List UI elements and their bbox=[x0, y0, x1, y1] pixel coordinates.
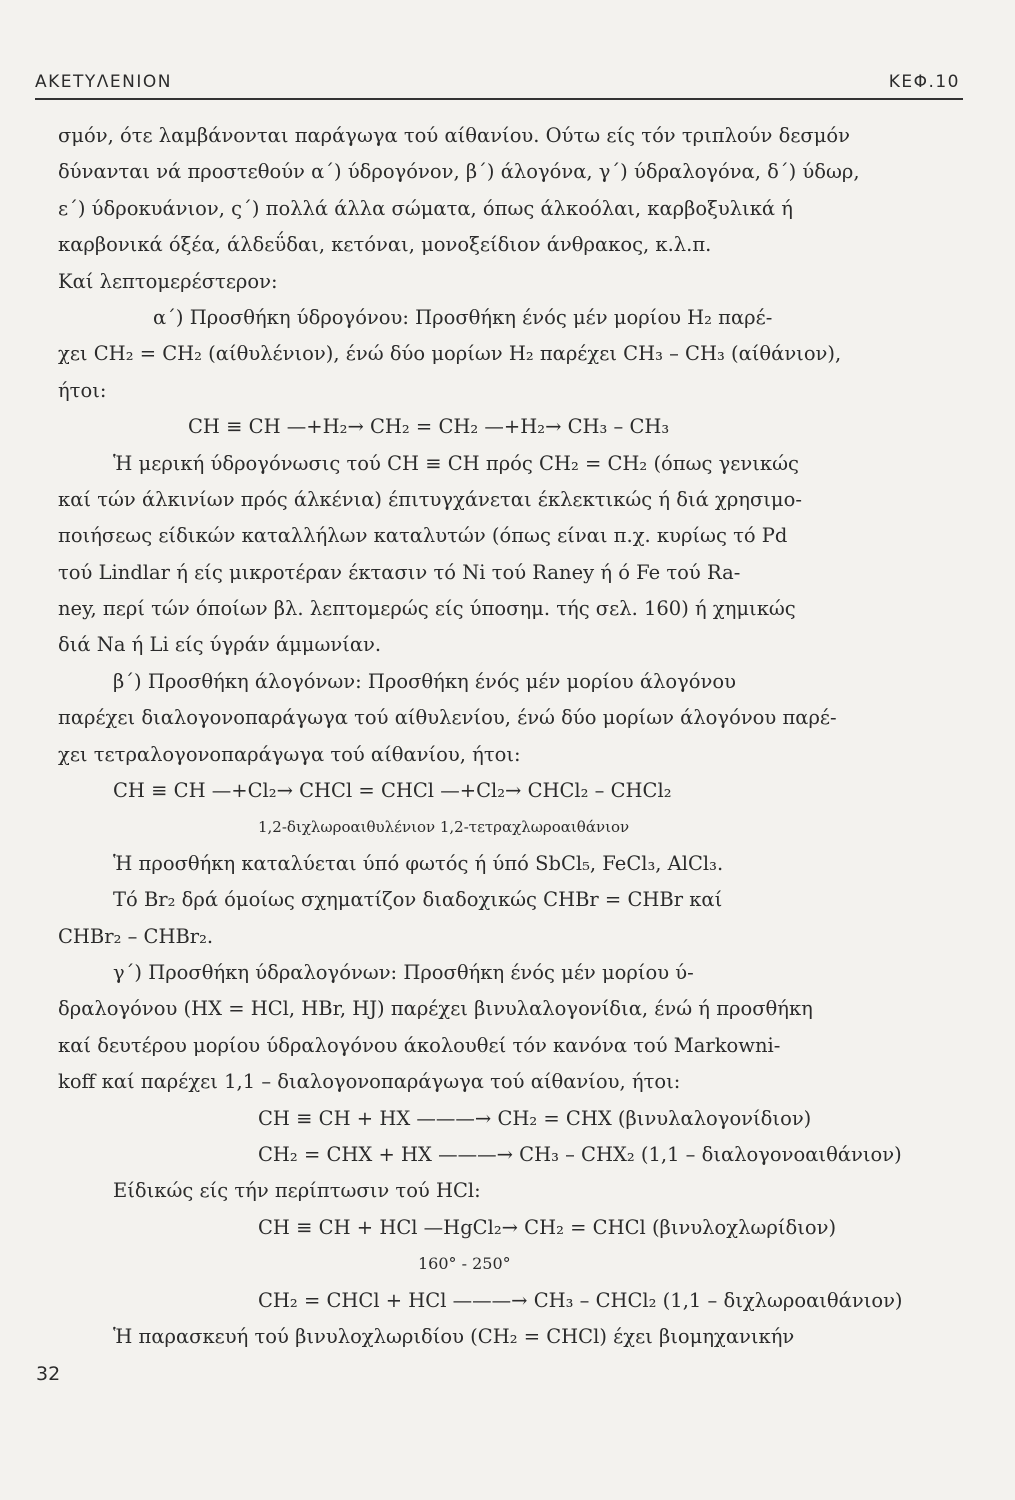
text-line: ε΄) ύδροκυάνιον, ς΄) πολλά άλλα σώματα, όπως άλκοόλαι, καρβοξυλικά ή bbox=[58, 196, 793, 220]
running-header bbox=[35, 72, 960, 92]
text-line: διά Na ή Li είς ύγράν άμμωνίαν. bbox=[58, 633, 382, 657]
text-line: καρβονικά όξέα, άλδεΰδαι, κετόναι, μονοξείδιον άνθρακος, κ.λ.π. bbox=[58, 233, 712, 257]
text-line: χει τετραλογονοπαράγωγα τού αίθανίου, ήτοι: bbox=[58, 742, 521, 766]
text-line: Ἡ μερική ύδρογόνωσις τού CH ≡ CH πρός CH₂ = CH₂ (όπως γενικώς bbox=[113, 451, 799, 475]
chapter-number: ΚΕΦ.10 bbox=[888, 72, 960, 92]
text-body bbox=[58, 118, 973, 1355]
text-line: καί τών άλκινίων πρός άλκένια) έπιτυγχάνεται έκλεκτικώς ή διά χρησιμο- bbox=[58, 487, 802, 511]
equation: CH ≡ CH —+H₂→ CH₂ = CH₂ —+H₂→ CH₃ – CH₃ bbox=[188, 415, 670, 439]
equation: CH ≡ CH + HCl —HgCl₂→ CH₂ = CHCl (βινυλοχλωρίδιον) bbox=[258, 1215, 837, 1239]
text-line: Καί λεπτομερέστερον: bbox=[58, 269, 278, 293]
text-line: ήτοι: bbox=[58, 378, 107, 402]
equation: CH₂ = CHX + HX ———→ CH₃ – CHX₂ (1,1 – διαλογονοαιθάνιον) bbox=[258, 1142, 902, 1166]
text-line: παρέχει διαλογονοπαράγωγα τού αίθυλενίου, ένώ δύο μορίων άλογόνου παρέ- bbox=[58, 706, 837, 730]
text-line: δραλογόνου (HX = HCl, HBr, HJ) παρέχει βινυλαλογονίδια, ένώ ή προσθήκη bbox=[58, 997, 813, 1021]
page-number: 32 bbox=[36, 1363, 61, 1385]
equation: CH₂ = CHCl + HCl ———→ CH₃ – CHCl₂ (1,1 – διχλωροαιθάνιον) bbox=[258, 1288, 903, 1312]
text-line: καί δευτέρου μορίου ύδραλογόνου άκολουθεί τόν κανόνα τού Markowni- bbox=[58, 1033, 781, 1057]
section-heading-halogens: β΄) Προσθήκη άλογόνων: Προσθήκη ένός μέν μορίου άλογόνου bbox=[113, 669, 736, 693]
text-line: Ἡ παρασκευή τού βινυλοχλωριδίου (CH₂ = CHCl) έχει βιομηχανικήν bbox=[113, 1324, 795, 1348]
text-line: Τό Br₂ δρά όμοίως σχηματίζον διαδοχικώς CHBr = CHBr καί bbox=[113, 888, 723, 912]
text-line: ney, περί τών όποίων βλ. λεπτομερώς είς ύποσημ. τής σελ. 160) ή χημικώς bbox=[58, 597, 796, 621]
section-heading-hydrogen: α΄) Προσθήκη ύδρογόνου: Προσθήκη ένός μέν μορίου H₂ παρέ- bbox=[153, 305, 773, 329]
section-heading-hydrohalogens: γ΄) Προσθήκη ύδραλογόνων: Προσθήκη ένός μέν μορίου ύ- bbox=[113, 960, 694, 984]
header-rule bbox=[35, 98, 963, 100]
text-line: koff καί παρέχει 1,1 – διαλογονοπαράγωγα τού αίθανίου, ήτοι: bbox=[58, 1070, 681, 1094]
text-line: Είδικώς είς τήν περίπτωσιν τού HCl: bbox=[113, 1179, 481, 1203]
equation-condition: 160° - 250° bbox=[418, 1254, 511, 1274]
text-line: Ἡ προσθήκη καταλύεται ύπό φωτός ή ύπό SbCl₅, FeCl₃, AlCl₃. bbox=[113, 851, 724, 875]
text-line: χει CH₂ = CH₂ (αίθυλένιον), ένώ δύο μορίων H₂ παρέχει CH₃ – CH₃ (αίθάνιον), bbox=[58, 342, 842, 366]
chapter-title: ΑΚΕΤΥΛΕΝΙΟΝ bbox=[35, 72, 172, 92]
equation: CH ≡ CH + HX ———→ CH₂ = CHX (βινυλαλογονίδιον) bbox=[258, 1106, 812, 1130]
text-line: δύνανται νά προστεθούν α΄) ύδρογόνον, β΄) άλογόνα, γ΄) ύδραλογόνα, δ΄) ύδωρ, bbox=[58, 160, 860, 184]
text-line: τού Lindlar ή είς μικροτέραν έκτασιν τό Ni τού Raney ή ό Fe τού Ra- bbox=[58, 560, 741, 584]
equation-labels: 1,2-διχλωροαιθυλένιον 1,2-τετραχλωροαιθάνιον bbox=[258, 818, 630, 837]
text-line: ποιήσεως είδικών καταλλήλων καταλυτών (όπως είναι π.χ. κυρίως τό Pd bbox=[58, 524, 788, 548]
text-line: σμόν, ότε λαμβάνονται παράγωγα τού αίθανίου. Ούτω είς τόν τριπλούν δεσμόν bbox=[58, 124, 850, 147]
equation: CH ≡ CH —+Cl₂→ CHCl = CHCl —+Cl₂→ CHCl₂ – CHCl₂ bbox=[113, 779, 672, 803]
text-line: CHBr₂ – CHBr₂. bbox=[58, 924, 214, 948]
